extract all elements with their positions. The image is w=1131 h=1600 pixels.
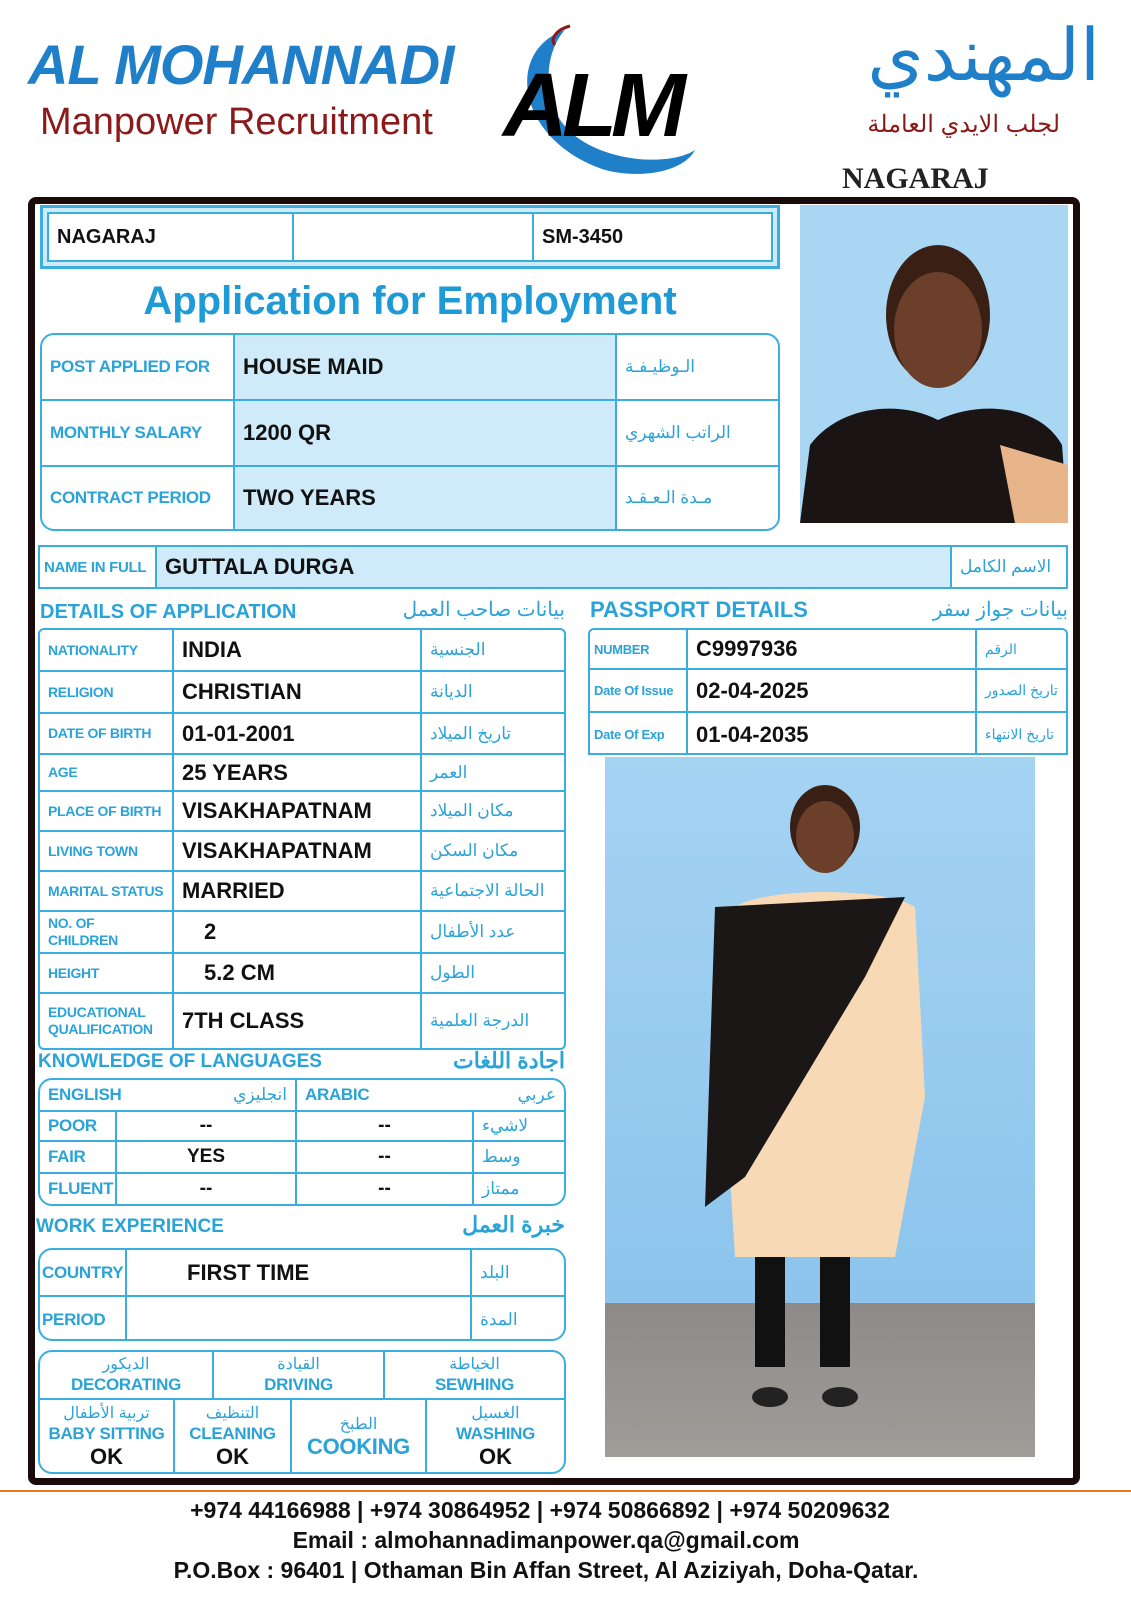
period-label: PERIOD: [40, 1297, 127, 1341]
skill-driving: [214, 1352, 385, 1398]
skill-value: OK: [479, 1444, 512, 1469]
name-value: GUTTALA DURGA: [157, 547, 952, 587]
page-title: Application for Employment: [143, 279, 677, 323]
details-value: MARRIED: [174, 872, 422, 910]
details-table: [38, 628, 566, 1050]
salary-value: 1200 QR: [235, 401, 617, 465]
fluent-arabic: ممتاز: [482, 1179, 520, 1198]
passport-row: [590, 713, 1066, 755]
post-arabic: الـوظيـفـة: [625, 357, 696, 376]
details-heading: DETAILS OF APPLICATION: [40, 601, 297, 623]
details-arabic: مكان الميلاد: [430, 801, 514, 820]
details-heading-arabic: بيانات صاحب العمل: [402, 599, 565, 621]
passport-value: C9997936: [688, 630, 977, 668]
agent-name: NAGARAJ: [842, 162, 989, 195]
work-heading: WORK EXPERIENCE: [36, 1216, 224, 1237]
brand-subtitle: Manpower Recruitment: [40, 101, 433, 143]
skill-value: OK: [90, 1444, 123, 1469]
salary-arabic: الراتب الشهري: [625, 423, 731, 442]
footer-email: Email : almohannadimanpower.qa@gmail.com: [292, 1527, 800, 1553]
skill-arabic: التنظيف: [205, 1405, 260, 1422]
passport-heading: PASSPORT DETAILS: [590, 597, 808, 622]
country-label: COUNTRY: [40, 1250, 127, 1295]
passport-arabic: تاريخ الانتهاء: [985, 726, 1055, 742]
details-arabic: الديانة: [430, 682, 473, 701]
brand-arabic-subtitle: لجلب الايدي العاملة: [867, 111, 1060, 138]
country-arabic: البلد: [480, 1262, 510, 1282]
details-row: [40, 872, 564, 912]
details-row: [40, 630, 564, 672]
name-label: NAME IN FULL: [40, 547, 157, 587]
details-label: MARITAL STATUS: [40, 872, 174, 910]
skill-arabic: الديكور: [102, 1356, 150, 1373]
alm-logo: ALM: [495, 20, 725, 175]
contract-value: TWO YEARS: [235, 467, 617, 529]
blank-field: [294, 214, 534, 260]
level-fair: FAIR: [40, 1142, 117, 1172]
skill-label: SEWHING: [434, 1375, 515, 1394]
salary-label: MONTHLY SALARY: [42, 401, 235, 465]
details-arabic: عدد الأطفال: [430, 922, 516, 941]
portrait-photo: [800, 205, 1068, 523]
reference-bar: [40, 205, 780, 269]
details-value: VISAKHAPATNAM: [174, 832, 422, 870]
passport-label: NUMBER: [590, 630, 688, 668]
details-arabic: الدرجة العلمية: [430, 1011, 530, 1030]
details-arabic: الجنسية: [430, 640, 486, 659]
arabic-label: ARABIC: [305, 1085, 370, 1104]
arabic-fluent: --: [297, 1174, 474, 1204]
skills-table: [38, 1350, 566, 1474]
skill-washing: [427, 1400, 564, 1474]
post-table: [40, 333, 780, 531]
skill-arabic: الغسيل: [471, 1405, 520, 1422]
details-arabic: الطول: [430, 963, 475, 982]
post-value: HOUSE MAID: [235, 335, 617, 399]
details-row: [40, 672, 564, 714]
footer-phones: +974 44166988 | +974 30864952 | +974 50866892 | +974 50209632: [190, 1497, 890, 1523]
skill-label: COOKING: [306, 1434, 410, 1459]
period-value: [127, 1297, 472, 1341]
arabic-arabic: عربي: [517, 1085, 556, 1104]
passport-label: Date Of Exp: [590, 713, 688, 755]
reference-number: SM-3450: [542, 225, 624, 248]
passport-value: 01-04-2035: [688, 713, 977, 755]
details-label: DATE OF BIRTH: [40, 714, 174, 753]
english-label: ENGLISH: [48, 1085, 122, 1104]
skill-cooking: [292, 1400, 427, 1474]
details-arabic: الحالة الاجتماعية: [430, 881, 545, 900]
work-table: [38, 1248, 566, 1341]
details-label: EDUCATIONAL QUALIFICATION: [40, 994, 174, 1048]
full-name-row: [38, 545, 1068, 589]
details-value: VISAKHAPATNAM: [174, 792, 422, 830]
contract-arabic: مـدة الـعـقـد: [625, 488, 713, 507]
details-value: 7TH CLASS: [174, 994, 422, 1048]
skill-cleaning: [175, 1400, 292, 1474]
details-value: 01-01-2001: [174, 714, 422, 753]
skills-row: [40, 1400, 564, 1474]
languages-table: [38, 1078, 566, 1206]
arabic-poor: --: [297, 1112, 474, 1140]
details-label: RELIGION: [40, 672, 174, 712]
skill-sewhing: [385, 1352, 564, 1398]
details-row: [40, 994, 564, 1048]
poor-arabic: لاشيء: [482, 1116, 529, 1135]
passport-value: 02-04-2025: [688, 670, 977, 711]
passport-heading-arabic: بيانات جواز سفر: [932, 599, 1068, 621]
details-arabic: تاريخ الميلاد: [430, 723, 512, 743]
work-heading-arabic: خبرة العمل: [462, 1212, 565, 1237]
details-arabic: مكان السكن: [430, 841, 519, 860]
details-row: [40, 792, 564, 832]
agent-field: NAGARAJ: [49, 214, 294, 260]
footer-rule: [0, 1490, 1131, 1492]
passport-row: [590, 670, 1066, 713]
details-value: INDIA: [174, 630, 422, 670]
details-row: [40, 912, 564, 954]
skill-label: CLEANING: [189, 1424, 276, 1443]
contract-label: CONTRACT PERIOD: [42, 467, 235, 529]
details-label: NO. OF CHILDREN: [40, 912, 174, 952]
arabic-fair: --: [297, 1142, 474, 1172]
details-arabic: العمر: [430, 762, 468, 782]
passport-table: [588, 628, 1068, 755]
skill-arabic: القيادة: [277, 1356, 320, 1373]
passport-arabic: تاريخ الصدور: [985, 682, 1058, 698]
skill-decorating: [40, 1352, 214, 1398]
details-value: 2: [174, 912, 422, 952]
english-poor: --: [117, 1112, 297, 1140]
level-fluent: FLUENT: [40, 1174, 117, 1204]
level-poor: POOR: [40, 1112, 117, 1140]
details-value: 25 YEARS: [174, 755, 422, 790]
english-fluent: --: [117, 1174, 297, 1204]
post-label: POST APPLIED FOR: [42, 335, 235, 399]
name-arabic: الاسم الكامل: [960, 557, 1052, 576]
details-value: 5.2 CM: [174, 954, 422, 992]
details-label: LIVING TOWN: [40, 832, 174, 870]
skill-value: OK: [216, 1444, 249, 1469]
skill-arabic: تربية الأطفال: [63, 1405, 150, 1422]
fair-arabic: وسط: [482, 1147, 521, 1166]
english-fair: YES: [117, 1142, 297, 1172]
details-label: AGE: [40, 755, 174, 790]
details-label: HEIGHT: [40, 954, 174, 992]
brand-arabic: المهندي: [867, 16, 1100, 96]
skill-baby-sitting: [40, 1400, 175, 1474]
details-row: [40, 954, 564, 994]
details-label: NATIONALITY: [40, 630, 174, 670]
country-value: FIRST TIME: [127, 1250, 472, 1295]
full-length-photo: [605, 757, 1035, 1457]
skills-row: [40, 1352, 564, 1400]
passport-label: Date Of Issue: [590, 670, 688, 711]
languages-heading: KNOWLEDGE OF LANGUAGES: [38, 1051, 322, 1072]
skill-label: DRIVING: [264, 1375, 333, 1394]
skill-label: WASHING: [455, 1424, 536, 1443]
period-arabic: المدة: [480, 1310, 518, 1329]
details-label: PLACE OF BIRTH: [40, 792, 174, 830]
details-row: [40, 832, 564, 872]
skill-arabic: الخياطة: [449, 1356, 500, 1373]
skill-arabic: الطبخ: [339, 1416, 378, 1433]
details-value: CHRISTIAN: [174, 672, 422, 712]
details-row: [40, 714, 564, 755]
languages-heading-arabic: اجادة اللغات: [453, 1048, 565, 1073]
passport-arabic: الرقم: [985, 640, 1017, 657]
english-arabic: انجليزي: [233, 1085, 287, 1104]
passport-row: [590, 630, 1066, 670]
details-row: [40, 755, 564, 792]
skill-label: DECORATING: [70, 1375, 181, 1394]
footer-address: P.O.Box : 96401 | Othaman Bin Affan Street, Al Aziziyah, Doha-Qatar.: [173, 1557, 919, 1583]
skill-label: BABY SITTING: [48, 1424, 165, 1443]
brand-name: AL MOHANNADI: [28, 33, 454, 96]
